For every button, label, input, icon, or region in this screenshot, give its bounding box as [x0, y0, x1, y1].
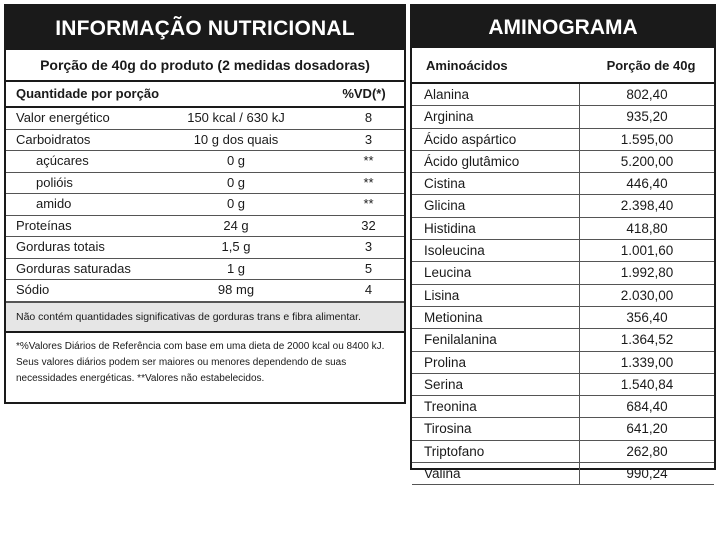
- amino-row: [412, 463, 714, 485]
- nutrition-name: Gorduras totais: [16, 239, 105, 254]
- amino-row: [412, 374, 714, 396]
- nutrition-amount: 98 mg: [217, 282, 255, 297]
- amino-value: 446,40: [626, 176, 668, 192]
- amino-name: Alanina: [412, 84, 580, 105]
- amino-row: [412, 418, 714, 440]
- amino-name: Ácido glutâmico: [412, 151, 580, 172]
- amino-row: [412, 129, 714, 151]
- nutrition-vd: **: [363, 196, 374, 211]
- nutrition-name: açúcares: [36, 153, 89, 168]
- nutrition-table-header: [6, 82, 404, 108]
- amino-value: 684,40: [626, 399, 668, 415]
- amino-name: Serina: [412, 374, 580, 395]
- nutrition-vd: **: [363, 174, 374, 190]
- amino-value: 802,40: [626, 87, 668, 102]
- nutrition-vd: 4: [364, 282, 373, 297]
- daily-values-note: *%Valores Diários de Referência com base em uma dieta de 2000 kcal ou 8400 kJ. Seus valores diários podem ser maiores ou menores dependendo de suas necessidades energéticas. **Valores não estabelecidos.: [16, 340, 385, 384]
- aminogram-title: AMINOGRAMA: [412, 6, 714, 48]
- amino-value: 1.364,52: [620, 332, 674, 348]
- amino-value: 418,80: [626, 220, 668, 236]
- amino-value: 1.992,80: [620, 265, 674, 281]
- nutrition-amount: 24 g: [223, 217, 249, 233]
- amino-row: [412, 285, 714, 307]
- amino-value: 2.030,00: [620, 287, 674, 303]
- aminogram-rows: [412, 84, 714, 485]
- amino-row: [412, 352, 714, 374]
- trans-fat-note: Não contém quantidades significativas de gorduras trans e fibra alimentar.: [6, 302, 404, 333]
- amino-name: Valina: [412, 463, 580, 484]
- nutrition-name: Valor energético: [16, 110, 110, 125]
- nutrition-vd: 3: [364, 239, 373, 254]
- nutrition-name: polióis: [36, 174, 73, 190]
- amino-row: [412, 218, 714, 240]
- nutrition-name: amido: [36, 196, 72, 211]
- amino-name: Treonina: [412, 396, 580, 417]
- nutrition-amount: 10 g dos quais: [193, 131, 279, 147]
- amino-value: 1.595,00: [620, 131, 674, 147]
- nutrition-title: INFORMAÇÃO NUTRICIONAL: [6, 6, 404, 50]
- amino-name: Cistina: [412, 173, 580, 194]
- amino-value: 641,20: [626, 421, 668, 437]
- amino-name: Metionina: [412, 307, 580, 328]
- amino-name: Triptofano: [412, 441, 580, 462]
- amino-row: [412, 240, 714, 262]
- amino-value: 356,40: [626, 309, 668, 325]
- header-amino-acids: Aminoácidos: [426, 58, 508, 73]
- amino-value: 262,80: [626, 443, 668, 459]
- amino-value: 1.540,84: [620, 376, 674, 392]
- amino-name: Lisina: [412, 285, 580, 306]
- nutrition-amount: 1,5 g: [221, 239, 251, 254]
- amino-name: Arginina: [412, 106, 580, 127]
- nutrition-facts-panel: [4, 4, 406, 404]
- amino-value: 1.001,60: [620, 243, 674, 259]
- nutrition-name: Proteínas: [16, 217, 72, 233]
- nutrition-amount: 0 g: [226, 174, 246, 190]
- amino-name: Leucina: [412, 262, 580, 283]
- amino-row: [412, 84, 714, 106]
- amino-value: 990,24: [626, 466, 668, 482]
- nutrition-amount: 1 g: [226, 260, 246, 276]
- amino-value: 935,20: [626, 109, 668, 125]
- amino-row: [412, 195, 714, 217]
- header-vd: %VD(*): [342, 86, 386, 101]
- header-portion: Porção de 40g: [606, 58, 696, 73]
- amino-value: 1.339,00: [620, 354, 674, 370]
- amino-name: Prolina: [412, 352, 580, 373]
- nutrition-row: [6, 151, 404, 173]
- aminogram-table-header: [412, 48, 714, 84]
- amino-row: [412, 441, 714, 463]
- amino-name: Fenilalanina: [412, 329, 580, 350]
- amino-name: Isoleucina: [412, 240, 580, 261]
- amino-row: [412, 106, 714, 128]
- nutrition-rows: [6, 108, 404, 302]
- amino-row: [412, 173, 714, 195]
- nutrition-name: Sódio: [16, 282, 50, 297]
- nutrition-name: Carboidratos: [16, 131, 91, 147]
- amino-row: [412, 151, 714, 173]
- header-quantity: Quantidade por porção: [16, 86, 160, 101]
- amino-value: 5.200,00: [620, 153, 674, 169]
- amino-name: Glicina: [412, 195, 580, 216]
- amino-name: Histidina: [412, 218, 580, 239]
- nutrition-row: [6, 108, 404, 130]
- nutrition-row: [6, 194, 404, 216]
- amino-name: Tirosina: [412, 418, 580, 439]
- nutrition-amount: 0 g: [226, 153, 246, 168]
- amino-row: [412, 262, 714, 284]
- nutrition-row: [6, 280, 404, 302]
- amino-name: Ácido aspártico: [412, 129, 580, 150]
- nutrition-name: Gorduras saturadas: [16, 260, 131, 276]
- nutrition-amount: 150 kcal / 630 kJ: [187, 110, 285, 125]
- portion-size: Porção de 40g do produto (2 medidas dosadoras): [6, 50, 404, 82]
- amino-value: 2.398,40: [620, 198, 674, 214]
- nutrition-vd: 32: [361, 217, 376, 233]
- aminogram-panel: [410, 4, 716, 482]
- nutrition-vd: 3: [364, 131, 373, 147]
- amino-row: [412, 329, 714, 351]
- nutrition-row: [6, 173, 404, 195]
- nutrition-row: [6, 237, 404, 259]
- nutrition-amount: 0 g: [226, 196, 246, 211]
- nutrition-vd: **: [363, 153, 374, 168]
- nutrition-row: [6, 216, 404, 238]
- nutrition-row: [6, 259, 404, 281]
- nutrition-vd: 8: [364, 110, 373, 125]
- amino-row: [412, 396, 714, 418]
- nutrition-vd: 5: [364, 260, 373, 276]
- amino-row: [412, 307, 714, 329]
- nutrition-row: [6, 130, 404, 152]
